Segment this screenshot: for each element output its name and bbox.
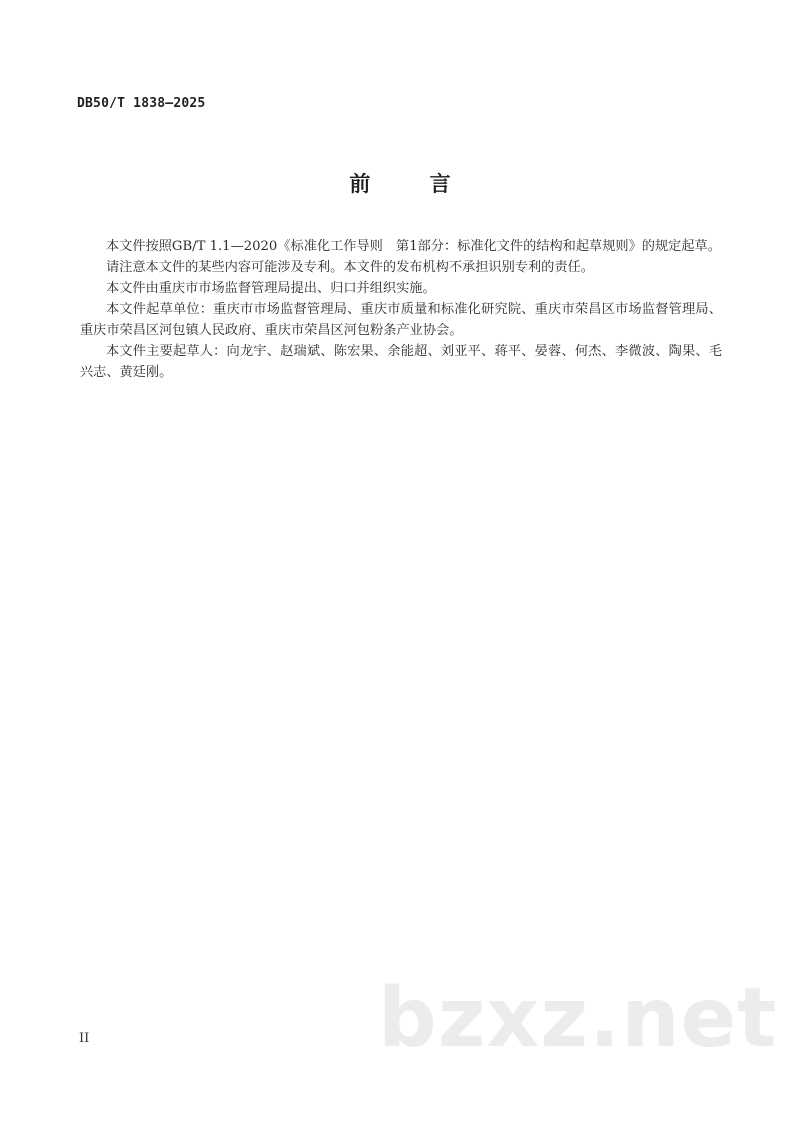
- foreword-body: [80, 236, 722, 383]
- watermark: bzxz.net: [378, 971, 778, 1066]
- paragraph-drafting-basis: 本文件按照GB/T 1.1—2020《标准化工作导则 第1部分：标准化文件的结构和起草规则》的规定起草。: [106, 239, 721, 254]
- paragraph-drafting-units: 本文件起草单位：重庆市市场监督管理局、重庆市质量和标准化研究院、重庆市荣昌区市场监督管理局、重庆市荣昌区河包镇人民政府、重庆市荣昌区河包粉条产业协会。: [80, 302, 722, 338]
- page-title: 前 言: [349, 172, 477, 196]
- paragraph-patent-notice: 请注意本文件的某些内容可能涉及专利。本文件的发布机构不承担识别专利的责任。: [106, 260, 594, 275]
- document-code: DB50/T 1838—2025: [77, 96, 206, 111]
- page-number: II: [79, 1031, 90, 1046]
- paragraph-proposer: 本文件由重庆市市场监督管理局提出、归口并组织实施。: [106, 281, 436, 296]
- paragraph-drafters: 本文件主要起草人：向龙宇、赵瑞斌、陈宏果、余能超、刘亚平、蒋平、晏蓉、何杰、李微波、陶果、毛兴志、黄廷刚。: [80, 344, 722, 380]
